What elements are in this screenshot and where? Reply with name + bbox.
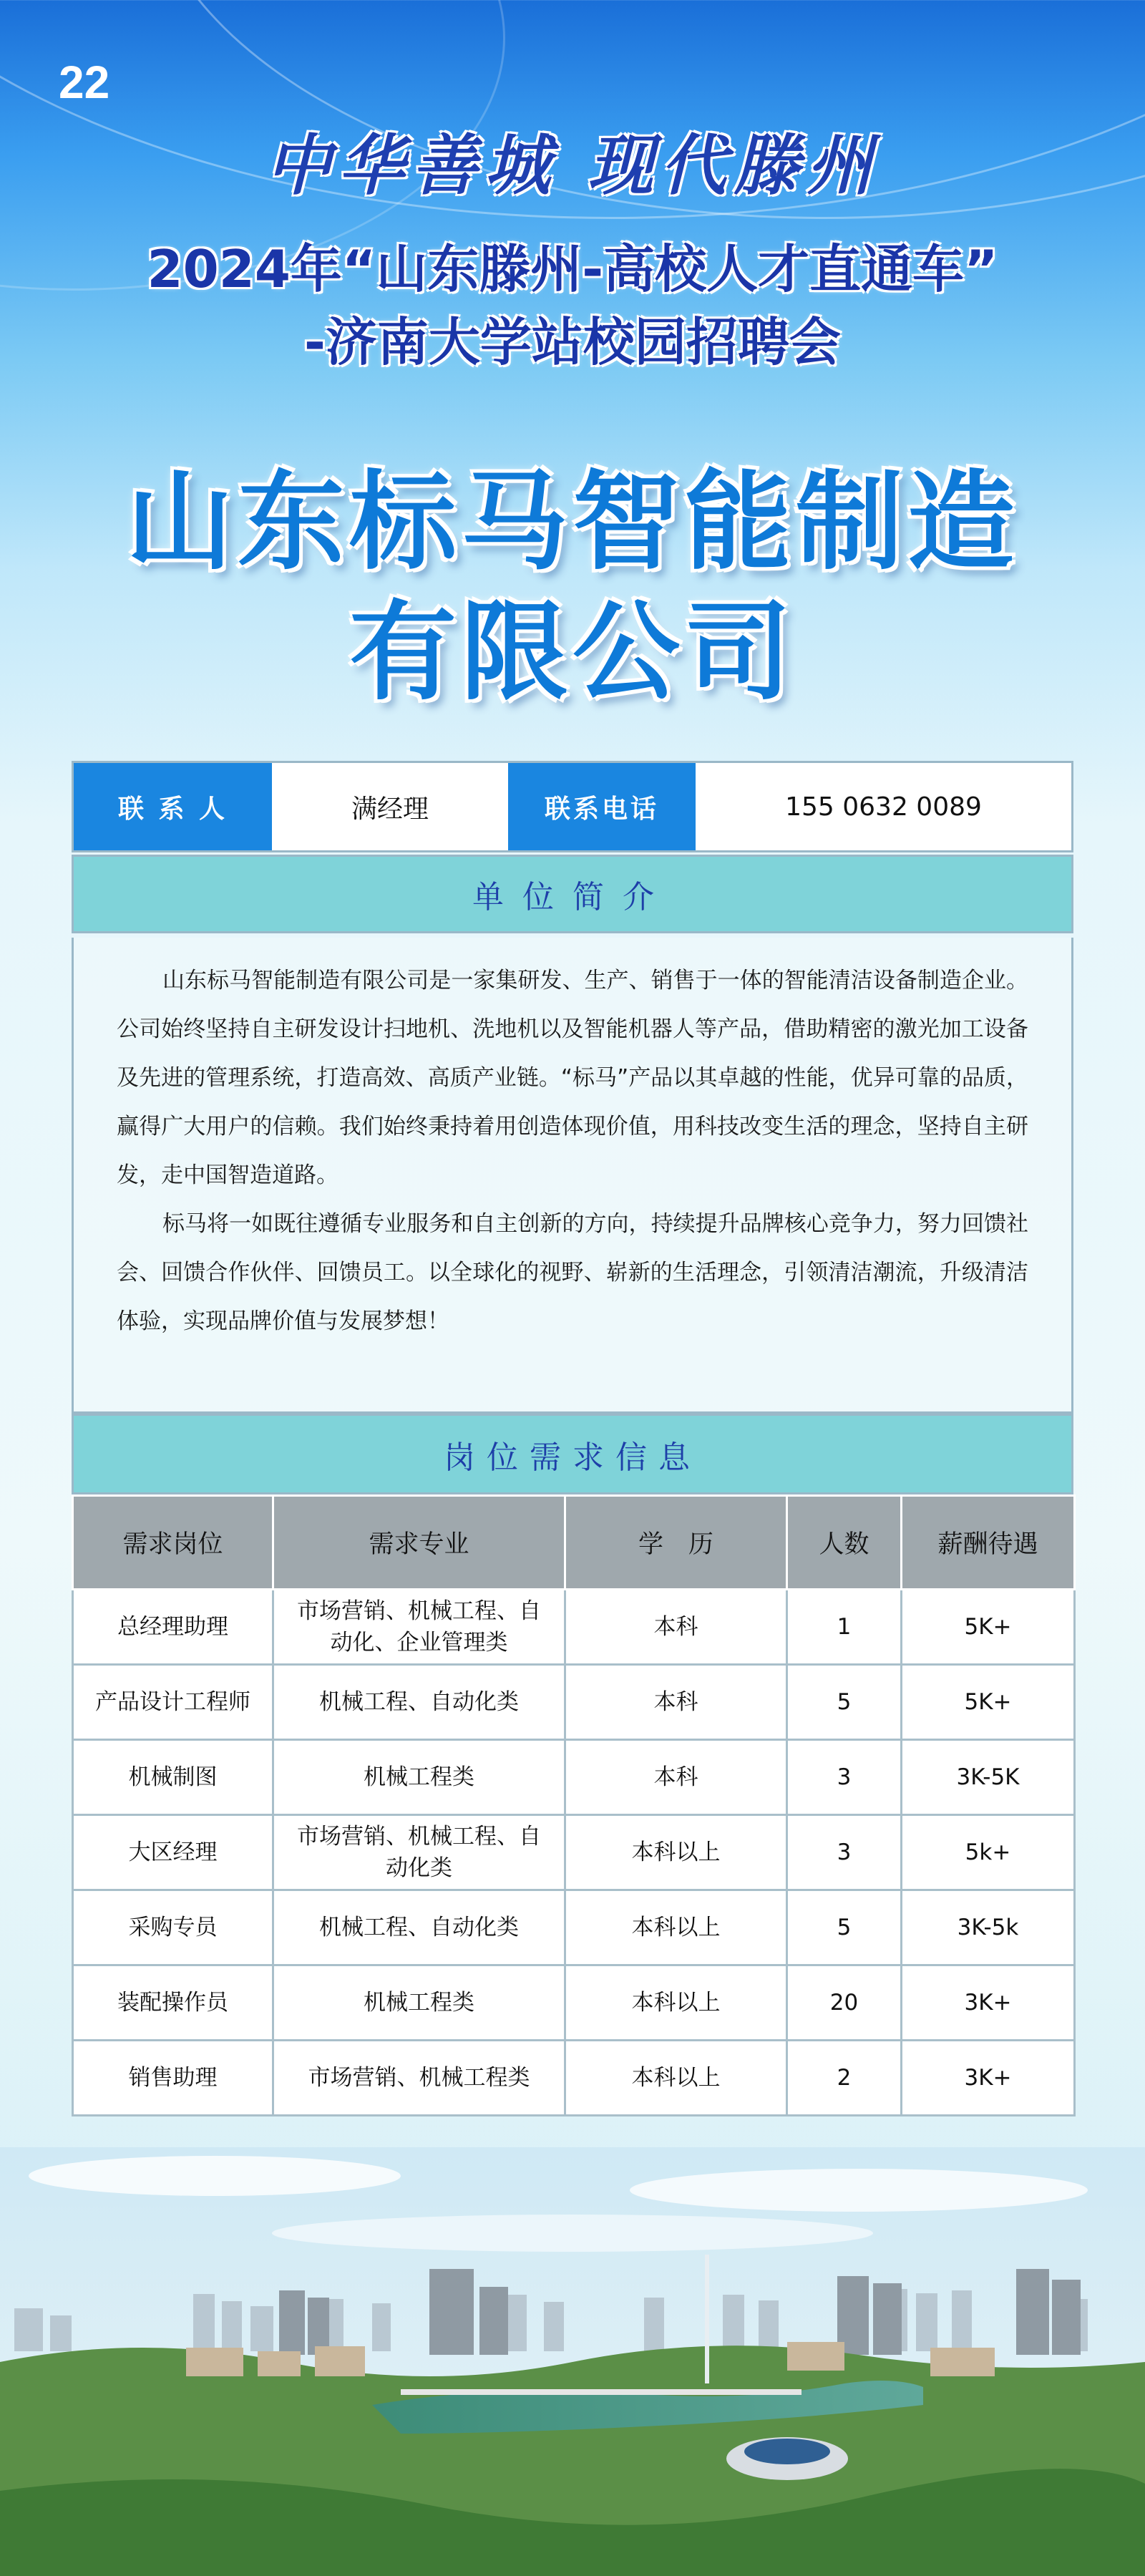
intro-body bbox=[72, 938, 1073, 1414]
contact-row bbox=[72, 761, 1073, 852]
column-header: 薪酬待遇 bbox=[902, 1496, 1075, 1590]
job-major: 机械工程、自动化类 bbox=[273, 1665, 565, 1740]
intro-section-title: 单位简介 bbox=[72, 855, 1073, 933]
table-header-row bbox=[73, 1496, 1075, 1590]
job-education: 本科 bbox=[565, 1665, 787, 1740]
company-name-line2: 有限公司 bbox=[349, 590, 796, 715]
table-row bbox=[73, 2041, 1075, 2116]
job-headcount: 3 bbox=[787, 1740, 902, 1815]
jobs-table bbox=[72, 1494, 1076, 2116]
contact-person-label: 联 系 人 bbox=[74, 763, 272, 850]
company-name-line1: 山东标马智能制造 bbox=[125, 460, 1019, 585]
job-headcount: 2 bbox=[787, 2041, 902, 2116]
city-skyline-illustration bbox=[0, 2147, 1145, 2576]
page-number: 22 bbox=[59, 57, 110, 108]
job-position: 大区经理 bbox=[73, 1815, 273, 1890]
job-salary: 5k+ bbox=[902, 1815, 1075, 1890]
event-title-line2: -济南大学站校园招聘会 bbox=[304, 312, 841, 372]
job-position: 总经理助理 bbox=[73, 1590, 273, 1665]
job-headcount: 3 bbox=[787, 1815, 902, 1890]
column-header: 需求专业 bbox=[273, 1496, 565, 1590]
table-row bbox=[73, 1740, 1075, 1815]
table-row bbox=[73, 1815, 1075, 1890]
job-major: 机械工程类 bbox=[273, 1965, 565, 2041]
job-salary: 3K-5k bbox=[902, 1890, 1075, 1965]
contact-phone-value: 155 0632 0089 bbox=[696, 763, 1071, 850]
job-position: 销售助理 bbox=[73, 2041, 273, 2116]
contact-phone-label: 联系电话 bbox=[508, 763, 696, 850]
job-position: 机械制图 bbox=[73, 1740, 273, 1815]
job-education: 本科以上 bbox=[565, 1890, 787, 1965]
job-headcount: 5 bbox=[787, 1890, 902, 1965]
job-salary: 3K-5K bbox=[902, 1740, 1075, 1815]
job-position: 装配操作员 bbox=[73, 1965, 273, 2041]
job-position: 采购专员 bbox=[73, 1890, 273, 1965]
column-header: 需求岗位 bbox=[73, 1496, 273, 1590]
job-major: 市场营销、机械工程、自动化类 bbox=[273, 1815, 565, 1890]
job-education: 本科以上 bbox=[565, 2041, 787, 2116]
intro-paragraph: 山东标马智能制造有限公司是一家集研发、生产、销售于一体的智能清洁设备制造企业。公司始终坚持自主研发设计扫地机、洗地机以及智能机器人等产品，借助精密的激光加工设备及先进的管理系统，打造高效、高质产业链。“标马”产品以其卓越的性能，优异可靠的品质，赢得广大用户的信赖。我们始终秉持着用创造体现价值，用科技改变生活的理念，坚持自主研发，走中国智造道路。 bbox=[117, 968, 1028, 1188]
job-headcount: 5 bbox=[787, 1665, 902, 1740]
contact-person-value: 满经理 bbox=[272, 763, 508, 850]
job-salary: 3K+ bbox=[902, 1965, 1075, 2041]
slogan: 中华善城 现代滕州 bbox=[265, 127, 880, 204]
job-education: 本科 bbox=[565, 1590, 787, 1665]
city-skyline-photo bbox=[0, 2147, 1145, 2576]
event-title-line1: 2024年“山东滕州-高校人才直通车” bbox=[147, 239, 998, 299]
table-row bbox=[73, 1965, 1075, 2041]
job-headcount: 20 bbox=[787, 1965, 902, 2041]
table-row bbox=[73, 1665, 1075, 1740]
job-salary: 5K+ bbox=[902, 1665, 1075, 1740]
job-major: 市场营销、机械工程类 bbox=[273, 2041, 565, 2116]
job-major: 机械工程类 bbox=[273, 1740, 565, 1815]
jobs-section-title: 岗位需求信息 bbox=[72, 1414, 1073, 1494]
table-row bbox=[73, 1890, 1075, 1965]
column-header: 学 历 bbox=[565, 1496, 787, 1590]
job-education: 本科以上 bbox=[565, 1965, 787, 2041]
column-header: 人数 bbox=[787, 1496, 902, 1590]
job-education: 本科 bbox=[565, 1740, 787, 1815]
job-major: 机械工程、自动化类 bbox=[273, 1890, 565, 1965]
table-row bbox=[73, 1590, 1075, 1665]
job-education: 本科以上 bbox=[565, 1815, 787, 1890]
job-headcount: 1 bbox=[787, 1590, 902, 1665]
intro-paragraph: 标马将一如既往遵循专业服务和自主创新的方向，持续提升品牌核心竞争力，努力回馈社会、回馈合作伙伴、回馈员工。以全球化的视野、崭新的生活理念，引领清洁潮流，升级清洁体验，实现品牌价值与发展梦想！ bbox=[117, 1211, 1028, 1334]
job-position: 产品设计工程师 bbox=[73, 1665, 273, 1740]
job-salary: 5K+ bbox=[902, 1590, 1075, 1665]
job-salary: 3K+ bbox=[902, 2041, 1075, 2116]
job-major: 市场营销、机械工程、自动化、企业管理类 bbox=[273, 1590, 565, 1665]
